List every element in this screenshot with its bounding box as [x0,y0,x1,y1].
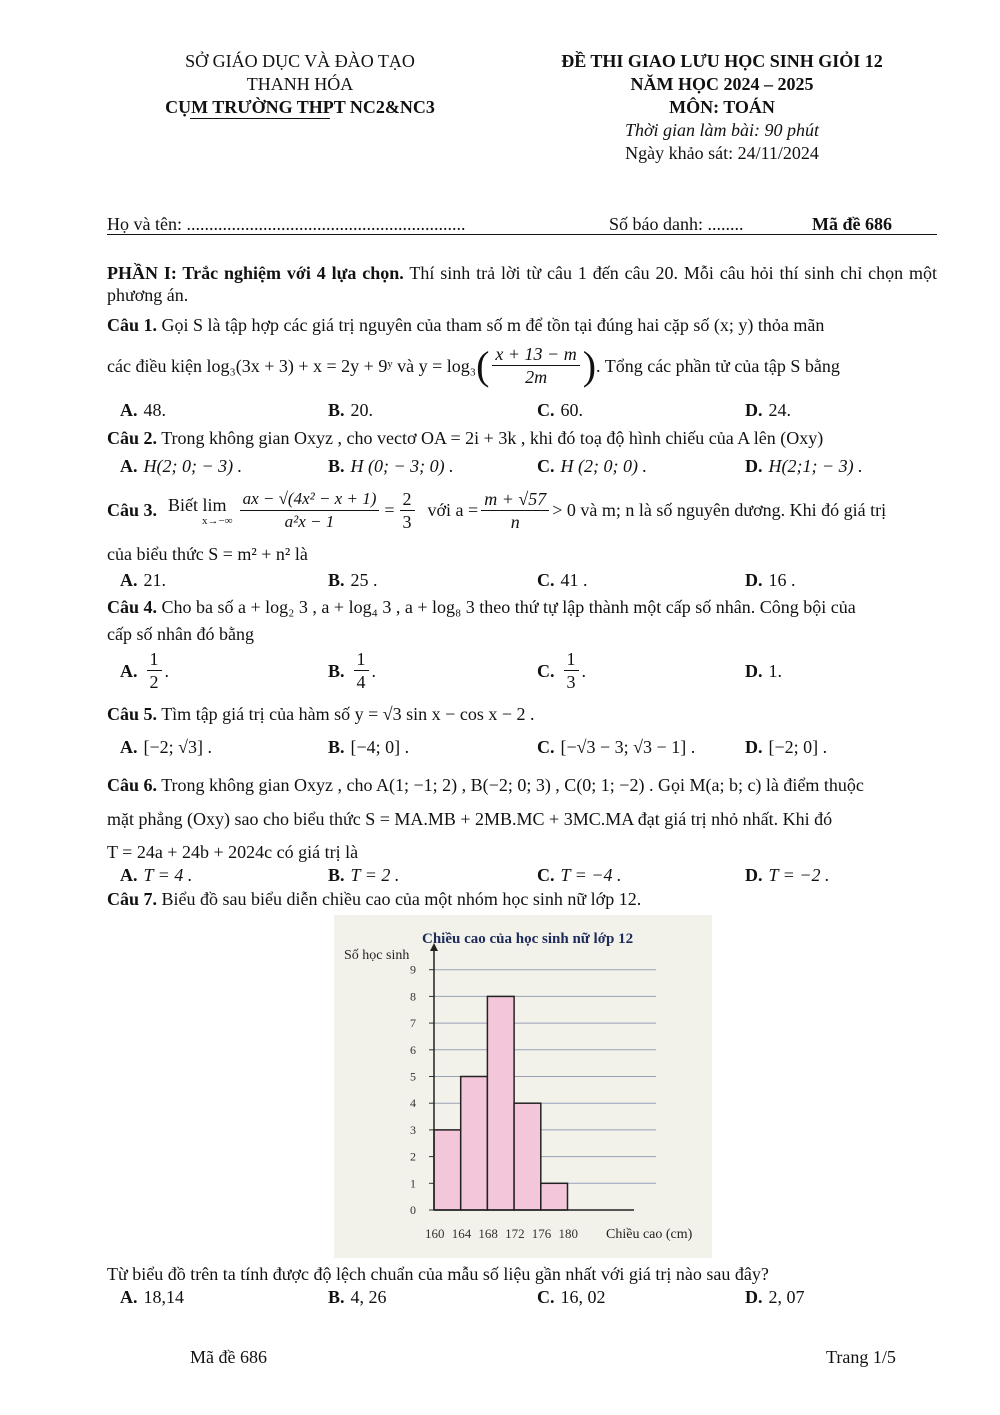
q4-text1: Cho ba số a + log₂ 3 , a + log₄ 3 , a + log₈ 3 theo thứ tự lập thành một cấp số nhân. Công bội của [157,597,856,617]
bar-176-180 [541,1183,568,1210]
q1-paren-close: ) [582,342,597,388]
q7-followup: Từ biểu đồ trên ta tính được độ lệch chuẩn của mẫu số liệu gần nhất với giá trị nào sau đây? [107,1264,769,1284]
q5-option-a[interactable]: A. [−2; √3] . [120,737,213,757]
q6-label: Câu 6. [107,775,158,795]
q3-lim-sub: x→−∞ [202,515,233,527]
bar-172-176 [514,1103,541,1210]
q7-option-d[interactable]: D. 2, 07 [745,1287,805,1307]
q3-line1 [107,484,937,536]
q1-option-b[interactable]: B. 20. [328,400,374,420]
bar-164-168 [461,1077,488,1211]
y-tick-label-4: 4 [410,1096,416,1111]
part1-text: Thí sinh trả lời từ câu 1 đến câu 20. Mỗi câu hỏi thí sinh chỉ chọn một phương án. [107,263,938,305]
q5-option-b[interactable]: B. [−4; 0] . [328,737,410,757]
exam-code: Mã đề 686 [812,214,892,234]
q4-option-b[interactable]: B. $\frac{1}{4}$ . [328,649,377,692]
q2-option-d[interactable]: D. H(2;1; − 3) . [745,456,863,476]
x-tick-label-176: 176 [531,1226,552,1241]
x-tick-label-164: 164 [451,1226,472,1241]
exam-date: Ngày khảo sát: 24/11/2024 [625,143,819,163]
q4-line1 [107,596,937,618]
q2-option-a[interactable]: A. H(2; 0; − 3) . [120,456,243,476]
q3-option-a[interactable]: A. 21. [120,570,166,590]
student-id-field[interactable]: Số báo danh: ........ [609,214,744,234]
q3-option-d[interactable]: D. 16 . [745,570,796,590]
info-rule [107,234,937,235]
q6-line1 [107,774,937,796]
part1-intro [107,262,937,306]
q3-frac2: $\frac{2}{3}$ [400,488,415,533]
q3-option-c[interactable]: C. 41 . [537,570,588,590]
q1-line2 [107,343,937,388]
q1-option-c[interactable]: C. 60. [537,400,583,420]
x-tick-label-172: 172 [505,1226,525,1241]
q6-option-c[interactable]: C. T = −4 . [537,865,622,885]
bar-168-172 [487,996,514,1210]
q5-label: Câu 5. [107,704,158,724]
y-tick-label-5: 5 [410,1069,416,1084]
q2-option-c[interactable]: C. H (2; 0; 0) . [537,456,647,476]
q6-text1: Trong không gian Oxyz , cho A(1; −1; 2) , B(−2; 0; 3) , C(0; 1; −2) . Gọi M(a; b; c) là điểm thuộc [157,775,864,795]
q7-label: Câu 7. [107,889,158,909]
chart-xlabel: Chiều cao (cm) [606,1227,693,1242]
x-tick-label-168: 168 [478,1226,498,1241]
q3-lim: Biết lim x→−∞ [168,495,233,527]
q2-label: Câu 2. [107,428,158,448]
province-name: THANH HÓA [246,74,354,94]
x-tick-label-160: 160 [425,1226,445,1241]
q1-fraction [492,343,579,388]
q2-line [107,427,937,449]
student-name-field[interactable]: Họ và tên: .............................................................. [107,214,466,234]
exam-header [522,50,922,165]
q5-line [107,703,937,725]
q3-option-b[interactable]: B. 25 . [328,570,378,590]
y-tick-label-0: 0 [410,1203,416,1217]
q1-text1: Gọi S là tập hợp các giá trị nguyên của tham số m để tồn tại đúng hai cặp số (x; y) thỏa mãn [157,315,825,335]
y-tick-label-1: 1 [410,1176,416,1191]
q1-text2a: các điều kiện log₃(3x + 3) + x = 2y + 9ʸ và y = log₃ [107,355,477,376]
x-tick-label-180: 180 [558,1226,578,1241]
q1-frac-num: x + 13 − m [492,343,579,366]
header-underline [190,118,330,119]
q4-option-a[interactable]: A. $\frac{1}{2}$ . [120,649,169,692]
histogram-svg [334,915,712,1258]
q6-option-b[interactable]: B. T = 2 . [328,865,400,885]
q1-line1 [107,314,937,336]
y-tick-label-2: 2 [410,1149,416,1164]
q4-line2: cấp số nhân đó bằng [107,624,254,644]
q5-option-d[interactable]: D. [−2; 0] . [745,737,828,757]
q2-text: Trong không gian Oxyz , cho vectơ OA = 2i + 3k , khi đó toạ độ hình chiếu của A lên (Oxy) [157,428,824,448]
y-tick-label-3: 3 [410,1122,416,1137]
exam-title: ĐỀ THI GIAO LƯU HỌC SINH GIỎI 12 [561,51,883,71]
q4-label: Câu 4. [107,597,158,617]
q3-line2: của biểu thức S = m² + n² là [107,544,308,564]
q3-tail: > 0 và m; n là số nguyên dương. Khi đó giá trị [552,500,887,520]
histogram-chart [334,915,712,1258]
q6-option-a[interactable]: A. T = 4 . [120,865,193,885]
y-tick-label-9: 9 [410,962,416,977]
q1-frac-den: 2m [525,367,548,387]
q7-option-c[interactable]: C. 16, 02 [537,1287,606,1307]
q3-frac1: $\frac{\text{ax − √(4x² − x + 1)}}{\text{a²x − 1}}$ [240,488,380,533]
school-cluster: CỤM TRƯỜNG THPT NC2&NC3 [165,97,435,117]
q7-option-a[interactable]: A. 18,14 [120,1287,184,1307]
q6-line3: T = 24a + 24b + 2024c có giá trị là [107,842,359,862]
chart-ylabel: Số học sinh [344,948,410,963]
school-header [100,50,500,119]
q4-option-c[interactable]: C. $\frac{1}{3}$ . [537,649,586,692]
school-year: NĂM HỌC 2024 – 2025 [630,74,814,94]
q3-frac3: $\frac{m + √57}{n}$ [481,488,549,533]
y-tick-label-8: 8 [410,989,416,1004]
q7-line [107,888,937,910]
q5-text: Tìm tập giá trị của hàm số y = √3 sin x − cos x − 2 . [157,704,535,724]
footer-exam-code: Mã đề 686 [190,1347,267,1367]
chart-title: Chiều cao của học sinh nữ lớp 12 [422,931,634,947]
q7-option-b[interactable]: B. 4, 26 [328,1287,387,1307]
y-tick-label-7: 7 [410,1016,416,1031]
part1-title: PHẦN I: Trắc nghiệm với 4 lựa chọn. [107,263,404,283]
q7-text: Biểu đồ sau biểu diễn chiều cao của một nhóm học sinh nữ lớp 12. [157,889,642,909]
subject: MÔN: TOÁN [669,97,775,117]
q3-mid: với a = [427,500,479,520]
q5-option-c[interactable]: C. [−√3 − 3; √3 − 1] . [537,737,696,757]
q3-label: Câu 3. [107,500,158,520]
q1-paren-open: ( [476,342,490,388]
footer-page-number: Trang 1/5 [826,1347,896,1367]
q1-label: Câu 1. [107,315,158,335]
bar-160-164 [434,1130,461,1210]
q3-eq: = [384,500,395,520]
q1-option-a[interactable]: A. 48. [120,400,166,420]
q4-option-d[interactable]: D. 1. [745,661,782,681]
q2-option-b[interactable]: B. H (0; − 3; 0) . [328,456,454,476]
q6-option-d[interactable]: D. T = −2 . [745,865,830,885]
y-tick-label-6: 6 [410,1042,416,1057]
q1-text2b: . Tổng các phần tử của tập S bằng [596,355,840,376]
duration: Thời gian làm bài: 90 phút [624,120,820,140]
dept-name: SỞ GIÁO DỤC VÀ ĐÀO TẠO [185,51,415,71]
q6-line2: mặt phẳng (Oxy) sao cho biểu thức S = MA.MB + 2MB.MC + 3MC.MA đạt giá trị nhỏ nhất. Khi đó [107,809,833,829]
q1-option-d[interactable]: D. 24. [745,400,791,420]
